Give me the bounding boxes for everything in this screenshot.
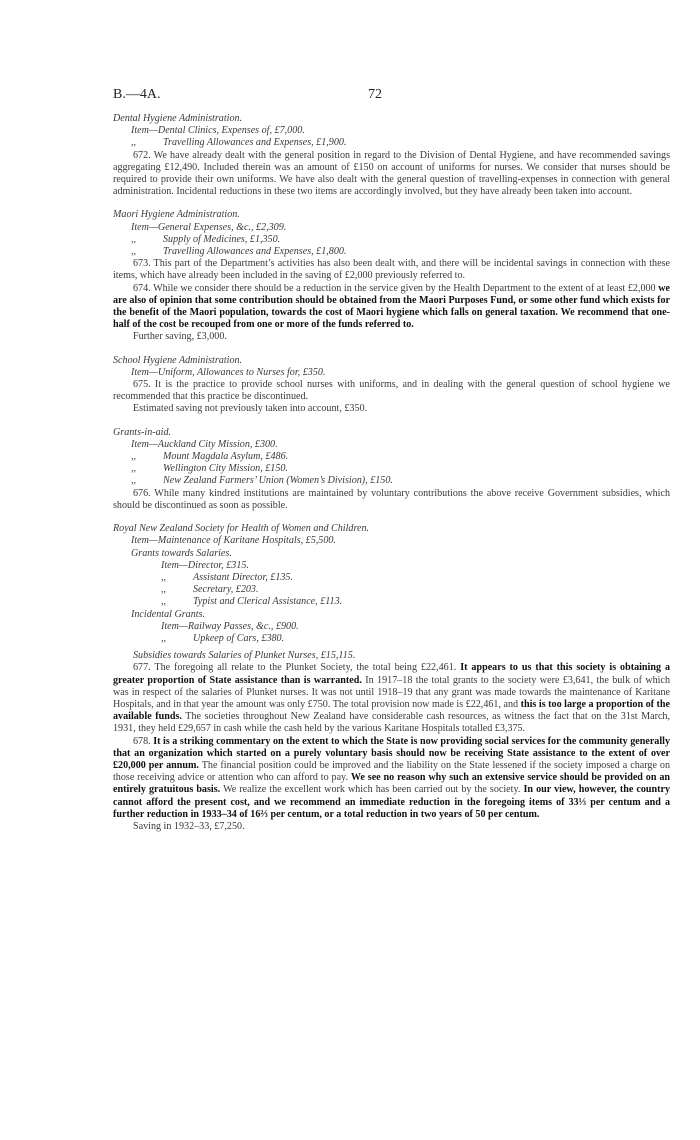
section-heading-plunket: Royal New Zealand Society for Health of Women and Children.	[113, 523, 370, 535]
ditto-mark: ,,	[161, 584, 167, 596]
saving-line: Saving in 1932–33, £7,250.	[133, 820, 245, 832]
item-line: ,, Typist and Clerical Assistance, £113.	[161, 596, 343, 608]
document-code: B.—4A.	[113, 87, 161, 102]
paragraph-676: 676. While many kindred institutions are maintained by voluntary contributions the above receive Government subsidies, which should be discontinued as soon as possible.	[113, 487, 670, 511]
paragraph-674: 674. While we consider there should be a reduction in the service given by the Health Department to the extent of at least £2,000 we are also of opinion that some contribution should be obtained from the Maori Purposes Fund, or some other fund which exists for the benefit of the Maori population, towards the cost of Maori hygiene which falls on general taxation. We recommend that one-half of the cost be recouped from one or more of the funds referred to.	[113, 282, 670, 331]
item-line: ,, Wellington City Mission, £150.	[131, 463, 288, 475]
section-heading-dental: Dental Hygiene Administration.	[113, 113, 243, 124]
item-line: ,, Supply of Medicines, £1,350.	[131, 233, 281, 245]
paragraph-673: 673. This part of the Department’s activities has also been dealt with, and there will be incidental savings in connection with these items, which have already been included in the saving of £2,000 previously referred to.	[113, 258, 670, 282]
item-line: Item—Uniform, Allowances to Nurses for, £350.	[131, 366, 326, 378]
item-line: ,, Upkeep of Cars, £380.	[161, 632, 285, 644]
saving-line: Further saving, £3,000.	[133, 331, 227, 343]
item-line: ,, Assistant Director, £135.	[161, 571, 294, 583]
item-line: ,, Travelling Allowances and Expenses, £1,900.	[131, 137, 347, 149]
paragraph-675: 675. It is the practice to provide school nurses with uniforms, and in dealing with the general question of school hygiene we recommended that this practice be discontinued.	[113, 379, 670, 403]
paragraph-677: 677. The foregoing all relate to the Plunket Society, the total being £22,461. It appears to us that this society is obtaining a greater proportion of State assistance than is warranted. In 1917–18 the total grants to the society were £3,641, the bulk of which was in respect of the salaries of Plunket nurses. It was not until 1918–19 that any grant was made towards the maintenance of Karitane Hospitals, and in that year the amount was only £750. The total provision now made is £22,461, and this is too large a proportion of the available funds. The societies throughout New Zealand have considerable cash resources, as witness the fact that on the 31st March, 1931, they held £29,657 in cash while the cash held by the various Karitane Hospitals totalled £3,375.	[113, 662, 670, 735]
ditto-mark: ,,	[131, 475, 137, 487]
ditto-mark: ,,	[161, 571, 167, 583]
ditto-mark: ,,	[161, 596, 167, 608]
item-line: Item—Maintenance of Karitane Hospitals, £5,500.	[131, 535, 336, 547]
item-line: Item—Railway Passes, &c., £900.	[161, 620, 299, 632]
document-body	[113, 113, 670, 833]
subsidies-line: Subsidies towards Salaries of Plunket Nurses, £15,115.	[133, 650, 356, 662]
sub-heading-incidental: Incidental Grants.	[131, 608, 206, 620]
item-line: Item—Dental Clinics, Expenses of, £7,000.	[131, 125, 305, 137]
section-heading-grants: Grants-in-aid.	[113, 426, 172, 438]
page-number: 72	[368, 87, 382, 102]
ditto-mark: ,,	[131, 233, 137, 245]
ditto-mark: ,,	[131, 137, 137, 149]
item-line: ,, Travelling Allowances and Expenses, £1,800.	[131, 246, 347, 258]
ditto-mark: ,,	[161, 632, 167, 644]
sub-heading-grants: Grants towards Salaries.	[131, 547, 232, 559]
paragraph-678: 678. It is a striking commentary on the extent to which the State is now providing social services for the community generally that an organization which started on a purely voluntary basis should now be receiving State assistance to the extent of over £20,000 per annum. The financial position could be improved and the liability on the State lessened if the society imposed a charge on those receiving advice or attention who can afford to pay. We see no reason why such an extensive service should be provided on an entirely gratuitous basis. We realize the excellent work which has been carried out by the society. In our view, however, the country cannot afford the present cost, and we recommend an immediate reduction in the foregoing items of 33⅓ per centum and a further reduction in 1933–34 of 16⅔ per centum, or a total reduction in two years of 50 per centum.	[113, 735, 671, 820]
section-heading-school: School Hygiene Administration.	[113, 354, 243, 366]
paragraph-672: 672. We have already dealt with the general position in regard to the Division of Dental Hygiene, and have recommended savings aggregating £12,490. Included therein was an amount of £150 on account of uniforms for nurses. We consider that nurses should be required to provide their own uniforms. We have also dealt with the general question of travelling-expenses in connection with general administration. Incidental reductions in these two items are accordingly involved, but they have already been taken into account.	[113, 149, 670, 198]
item-line: Item—General Expenses, &c., £2,309.	[131, 221, 287, 233]
ditto-mark: ,,	[131, 246, 137, 258]
page-header	[113, 87, 587, 105]
ditto-mark: ,,	[131, 451, 137, 463]
ditto-mark: ,,	[131, 463, 137, 475]
item-line: ,, Secretary, £203.	[161, 584, 259, 596]
saving-line: Estimated saving not previously taken into account, £350.	[133, 403, 368, 415]
item-line: Item—Director, £315.	[161, 559, 249, 571]
section-heading-maori: Maori Hygiene Administration.	[113, 209, 240, 221]
item-line: ,, New Zealand Farmers’ Union (Women’s Division), £150.	[131, 475, 393, 487]
item-line: ,, Mount Magdala Asylum, £486.	[131, 451, 289, 463]
item-line: Item—Auckland City Mission, £300.	[131, 438, 278, 450]
